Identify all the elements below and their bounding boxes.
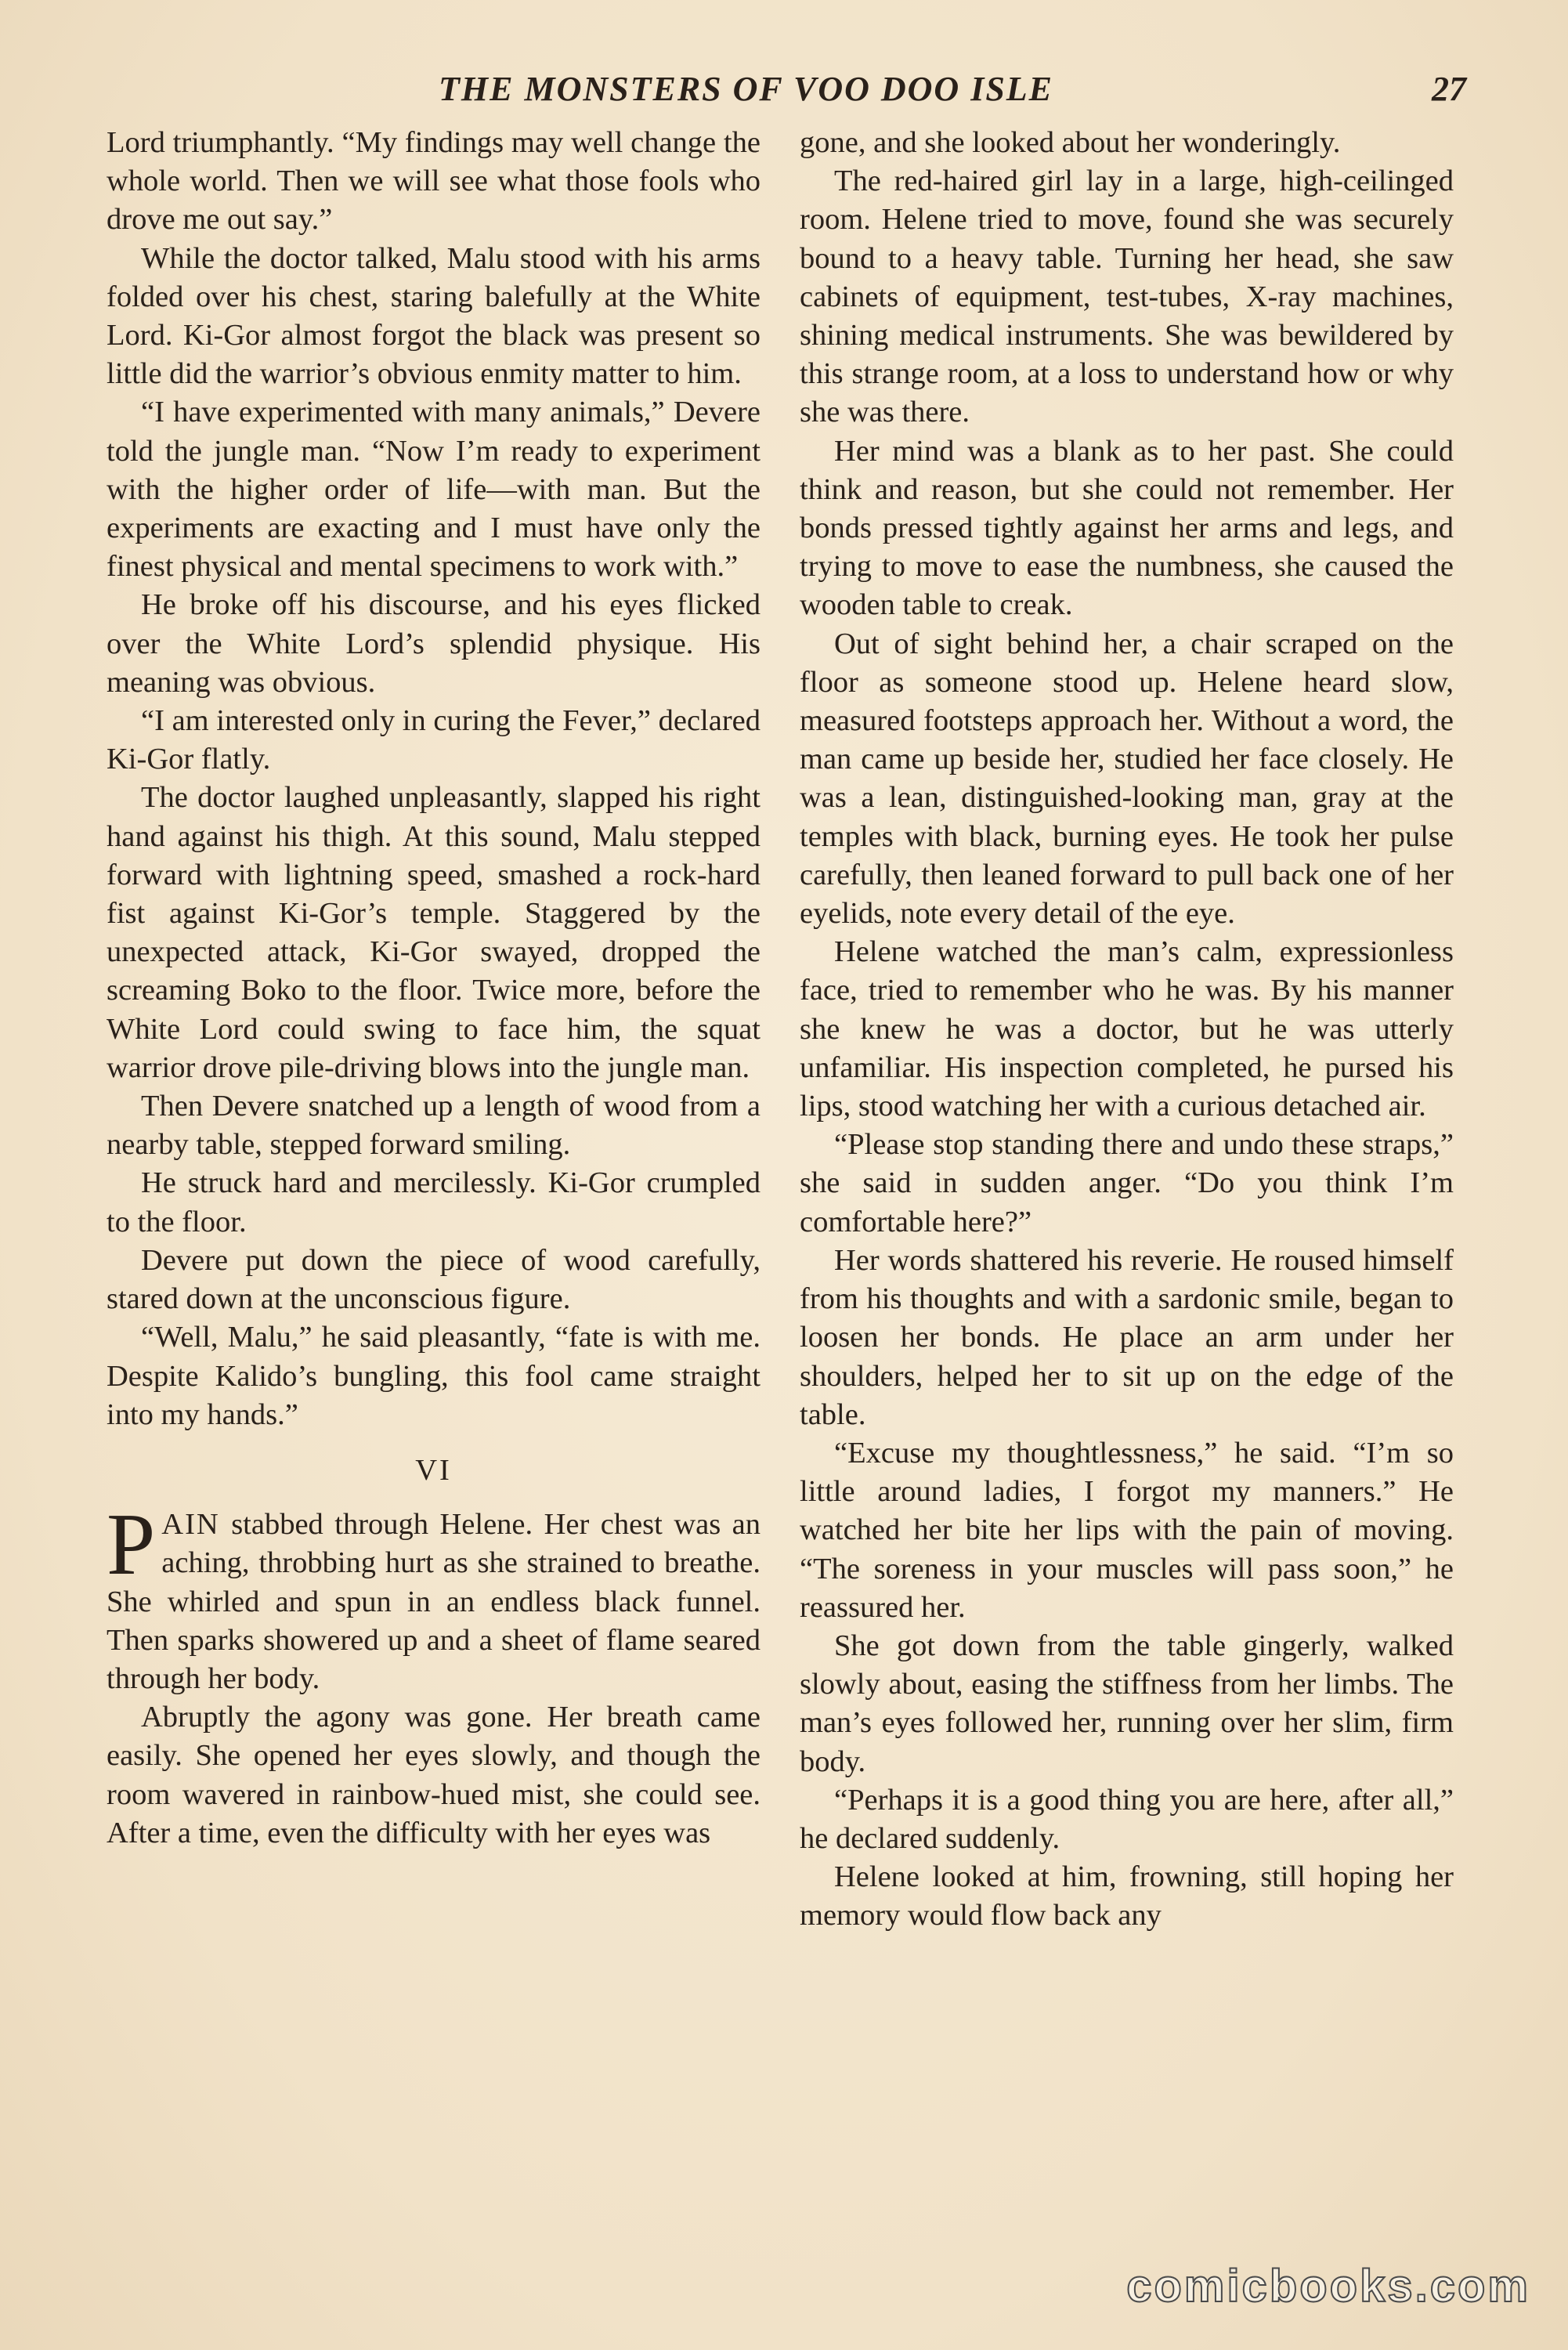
paragraph: He struck hard and mercilessly. Ki-Gor crumpled to the floor. xyxy=(107,1166,761,1238)
paragraph: “I have experimented with many animals,” Devere told the jungle man. “Now I’m ready to experiment with the higher order of life—with man. But the experiments are exacting and I must have only the finest physical and mental specimens to work with.” xyxy=(107,396,761,584)
paragraph: Lord triumphantly. “My findings may well change the whole world. Then we will see what those fools who drove me out say.” xyxy=(107,126,761,237)
paragraph: Out of sight behind her, a chair scraped on the floor as someone stood up. Helene heard slow, measured footsteps approach her. Without a word, the man came up beside her, studied her face closely. He was a lean, distinguished-looking man, gray at the temples with black, burning eyes. He took her pulse carefully, then leaned forward to pull back one of her eyelids, note every detail of the eye. xyxy=(800,627,1454,931)
page-number: 27 xyxy=(1432,70,1466,108)
paragraph: gone, and she looked about her wonderingly. xyxy=(800,126,1341,159)
story-title: THE MONSTERS OF VOO DOO ISLE xyxy=(439,70,1054,108)
paragraph: “Please stop standing there and undo these straps,” she said in sudden anger. “Do you think I’m comfortable here?” xyxy=(800,1128,1454,1238)
chapter-heading: VI xyxy=(415,1453,452,1487)
lead-word: AIN xyxy=(161,1508,220,1542)
left-column xyxy=(107,124,761,1853)
paragraph: “Well, Malu,” he said pleasantly, “fate is with me. Despite Kalido’s bungling, this fool came straight into my hands.” xyxy=(107,1321,761,1431)
paragraph: Her words shattered his reverie. He roused himself from his thoughts and with a sardonic smile, began to loosen her bonds. He place an arm under her shoulders, helped her to sit up on the edge of the table. xyxy=(800,1243,1454,1431)
chapter-opening-paragraph xyxy=(107,1496,761,1698)
paragraph: Then Devere snatched up a length of wood from a nearby table, stepped forward smiling. xyxy=(107,1090,761,1162)
paragraph: Helene watched the man’s calm, expressionless face, tried to remember who he was. By his manner she knew he was a doctor, but he was utterly unfamiliar. His inspection completed, he pursed his lips, stood watching her with a curious detached air. xyxy=(800,935,1454,1123)
paragraph: Her mind was a blank as to her past. She could think and reason, but she could not remember. Her bonds pressed tightly against her arms and legs, and trying to move to ease the numbness, she caused the wooden table to creak. xyxy=(800,434,1454,622)
paragraph: While the doctor talked, Malu stood with his arms folded over his chest, staring balefully at the White Lord. Ki-Gor almost forgot the black was present so little did the warrior’s obvious enmity matter to him. xyxy=(107,241,761,391)
paragraph: She got down from the table gingerly, walked slowly about, easing the stiffness from her limbs. The man’s eyes followed her, running over her slim, firm body. xyxy=(800,1629,1454,1778)
paragraph: “I am interested only in curing the Fever,” declared Ki-Gor flatly. xyxy=(107,704,761,776)
paragraph: Devere put down the piece of wood carefully, stared down at the unconscious figure. xyxy=(107,1243,761,1316)
drop-cap: P xyxy=(107,1496,156,1594)
paragraph: Helene looked at him, frowning, still hoping her memory would flow back any xyxy=(800,1860,1454,1932)
paragraph: He broke off his discourse, and his eyes flicked over the White Lord’s splendid physique. His meaning was obvious. xyxy=(107,588,761,699)
paragraph: “Excuse my thoughtlessness,” he said. “I’m so little around ladies, I forgot my manners.” He watched her bite her lips with the pain of moving. “The soreness in your muscles will pass soon,” he reassured her. xyxy=(800,1436,1454,1624)
paragraph: Abruptly the agony was gone. Her breath came easily. She opened her eyes slowly, and though the room wavered in rainbow-hued mist, she could see. After a time, even the difficulty with her eyes was xyxy=(107,1701,761,1849)
paragraph-text: stabbed through Helene. Her chest was an aching, throbbing hurt as she strained to breathe. She whirled and spun in an endless black funnel. Then sparks showered up and a sheet of flame seared through her body. xyxy=(107,1508,761,1695)
paragraph: The red-haired girl lay in a large, high-ceilinged room. Helene tried to move, found she was securely bound to a heavy table. Turning her head, she saw cabinets of equipment, test-tubes, X-ray machines, shining medical instruments. She was bewildered by this strange room, at a loss to understand how or why she was there. xyxy=(800,164,1454,429)
paragraph: The doctor laughed unpleasantly, slapped his right hand against his thigh. At this sound, Malu stepped forward with lightning speed, smashed a rock-hard fist against Ki-Gor’s temple. Staggered by the unexpected attack, Ki-Gor swayed, dropped the screaming Boko to the floor. Twice more, before the White Lord could swing to face him, the squat warrior drove pile-driving blows into the jungle man. xyxy=(107,781,761,1084)
right-column xyxy=(800,124,1454,1936)
site-watermark: comicbooks.com xyxy=(1126,2261,1530,2312)
paragraph: “Perhaps it is a good thing you are here, after all,” he declared suddenly. xyxy=(800,1783,1454,1855)
running-header xyxy=(439,69,1466,116)
